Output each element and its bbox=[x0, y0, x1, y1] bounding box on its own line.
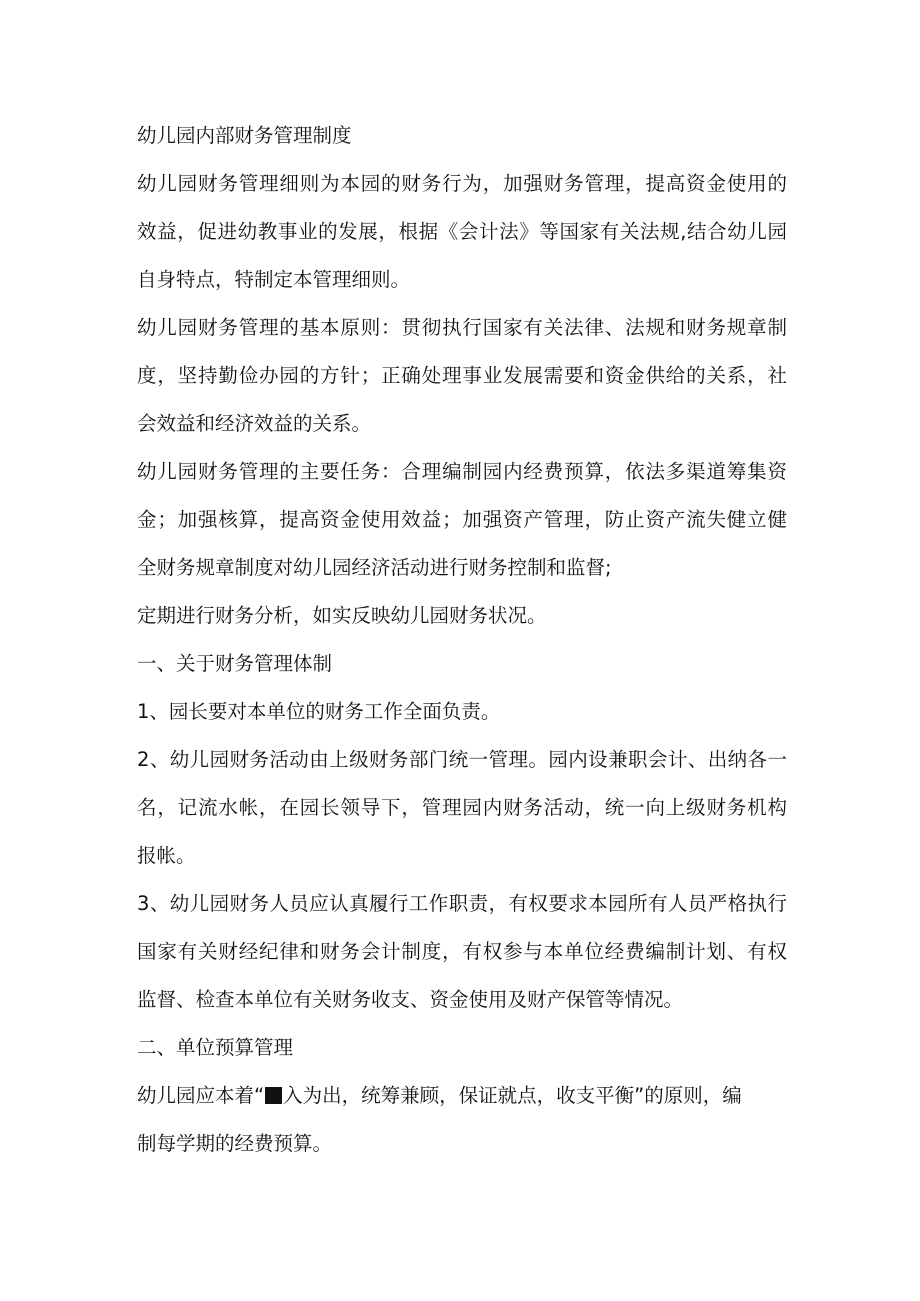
paragraph-intro bbox=[137, 160, 787, 304]
text-line: 2、幼儿园财务活动由上级财务部门统一管理。园内设兼职会计、出纳各一 bbox=[137, 748, 787, 771]
list-item-1 bbox=[137, 688, 787, 736]
text-line: 国家有关财经纪律和财务会计制度，有权参与本单位经费编制计划、有权 bbox=[137, 940, 787, 963]
paragraph-tasks bbox=[137, 448, 787, 592]
list-item-3 bbox=[137, 880, 787, 1024]
text-line: 1、园长要对本单位的财务工作全面负责。 bbox=[137, 700, 501, 723]
text-segment: 幼儿园应本着“ bbox=[137, 1084, 265, 1107]
text-line bbox=[137, 1072, 787, 1120]
text-line: 报帐。 bbox=[137, 844, 196, 867]
text-line: 会效益和经济效益的关系。 bbox=[137, 412, 372, 435]
paragraph-principles bbox=[137, 304, 787, 448]
paragraph-analysis bbox=[137, 592, 787, 640]
text-line: 全财务规章制度对幼儿园经济活动进行财务控制和监督; bbox=[137, 556, 612, 579]
section-heading-1: 一、关于财务管理体制 bbox=[137, 652, 333, 675]
missing-glyph-block-icon bbox=[265, 1087, 282, 1104]
paragraph-budget bbox=[137, 1072, 787, 1168]
document-body bbox=[137, 112, 787, 1168]
text-line: 自身特点，特制定本管理细则。 bbox=[137, 268, 411, 291]
document-title: 幼儿园内部财务管理制度 bbox=[137, 124, 352, 147]
list-item-2 bbox=[137, 736, 787, 880]
text-line: 金；加强核算，提高资金使用效益；加强资产管理，防止资产流失健立健 bbox=[137, 508, 787, 531]
text-line: 制每学期的经费预算。 bbox=[137, 1132, 333, 1155]
text-line: 度，坚持勤俭办园的方针；正确处理事业发展需要和资金供给的关系，社 bbox=[137, 364, 787, 387]
text-line: 幼儿园财务管理细则为本园的财务行为，加强财务管理，提高资金使用的 bbox=[137, 172, 787, 195]
text-line: 名，记流水帐，在园长领导下，管理园内财务活动，统一向上级财务机构 bbox=[137, 796, 787, 819]
text-line: 定期进行财务分析，如实反映幼儿园财务状况。 bbox=[137, 604, 547, 627]
section-heading-2: 二、单位预算管理 bbox=[137, 1036, 294, 1059]
text-line: 效益，促进幼教事业的发展，根据《会计法》等国家有关法规,结合幼儿园 bbox=[137, 220, 787, 243]
text-line: 幼儿园财务管理的基本原则：贯彻执行国家有关法律、法规和财务规章制 bbox=[137, 316, 787, 339]
text-line: 幼儿园财务管理的主要任务：合理编制园内经费预算，依法多渠道筹集资 bbox=[137, 460, 787, 483]
text-line: 3、幼儿园财务人员应认真履行工作职责，有权要求本园所有人员严格执行 bbox=[137, 892, 787, 915]
text-segment: 入为出，统筹兼顾，保证就点，收支平衡”的原则，编 bbox=[283, 1084, 742, 1107]
text-line: 监督、检查本单位有关财务收支、资金使用及财产保管等情况。 bbox=[137, 988, 684, 1011]
